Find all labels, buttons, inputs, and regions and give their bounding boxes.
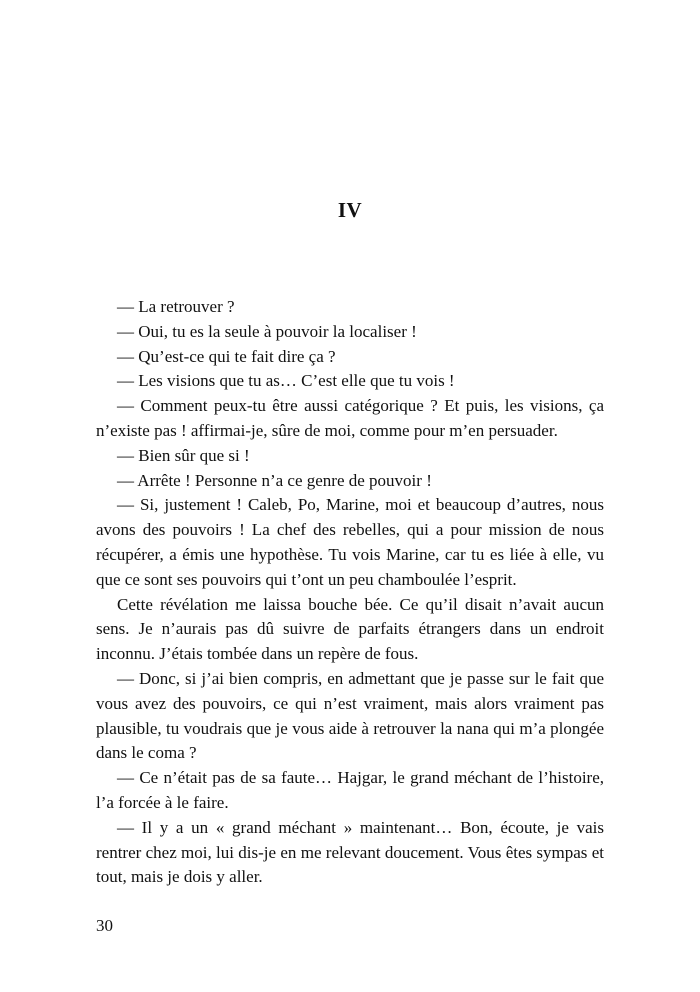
- paragraph: — Les visions que tu as… C’est elle que tu vois !: [117, 371, 455, 391]
- paragraph: — Ce n’était pas de sa faute… Hajgar, le grand méchant de l’histoire, l’a forcée à le faire.: [96, 768, 604, 812]
- paragraph: — Qu’est-ce qui te fait dire ça ?: [117, 346, 336, 366]
- paragraph: — Oui, tu es la seule à pouvoir la localiser !: [117, 321, 417, 341]
- paragraph: — Donc, si j’ai bien compris, en admettant que je passe sur le fait que vous avez des pouvoirs, ce qui n’est vraiment, mais alors vraiment pas plausible, tu voudrais que je vous aide à retrouver la nana qui m’a plongée dans le coma ?: [96, 668, 604, 763]
- paragraph: — Arrête ! Personne n’a ce genre de pouvoir !: [117, 470, 432, 490]
- chapter-title: IV: [337, 198, 363, 222]
- paragraph: — Si, justement ! Caleb, Po, Marine, moi et beaucoup d’autres, nous avons des pouvoirs ! La chef des rebelles, qui a pour mission de nous récupérer, a émis une hypothèse. Tu vois Marine, car tu es liée à elle, vu que ce sont ses pouvoirs qui t’ont un peu chamboulée l’esprit.: [96, 495, 604, 589]
- paragraph: — Il y a un « grand méchant » maintenant… Bon, écoute, je vais rentrer chez moi, lui dis-je en me relevant doucement. Vous êtes sympas et tout, mais je dois y aller.: [96, 817, 604, 887]
- page-number: 30: [96, 916, 113, 935]
- paragraph: — Bien sûr que si !: [117, 445, 250, 465]
- paragraph: Cette révélation me laissa bouche bée. Ce qu’il disait n’avait aucun sens. Je n’aurais pas dû suivre de parfaits étrangers dans un endroit inconnu. J’étais tombée dans un repère de fous.: [96, 594, 604, 664]
- body-text: [96, 295, 604, 890]
- paragraph: — La retrouver ?: [117, 297, 235, 316]
- paragraph: — Comment peux-tu être aussi catégorique ? Et puis, les visions, ça n’existe pas ! affirmai-je, sûre de moi, comme pour m’en persuader.: [96, 396, 604, 440]
